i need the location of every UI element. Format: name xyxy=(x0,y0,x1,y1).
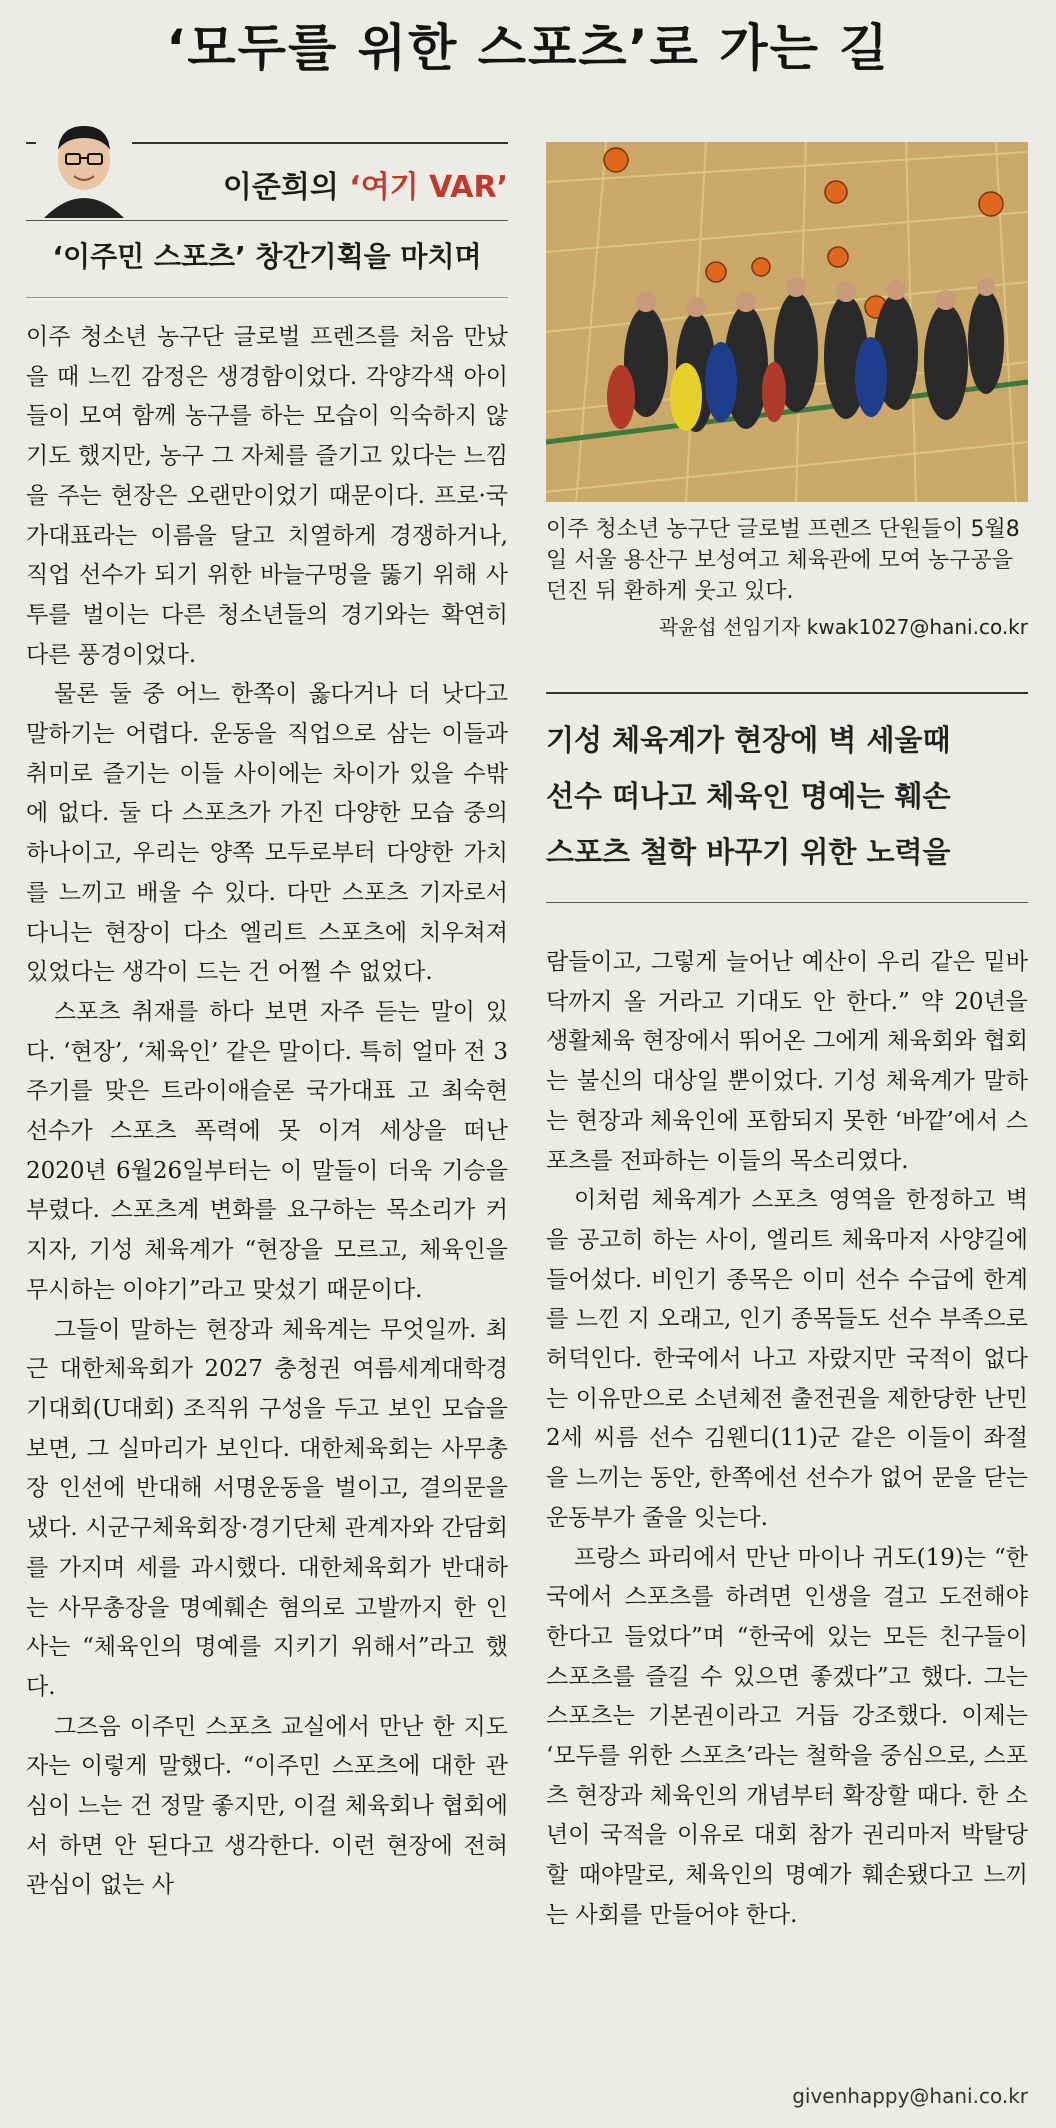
body-paragraph: 그즈음 이주민 스포츠 교실에서 만난 한 지도자는 이렇게 말했다. “이주민 스포츠에 대한 관심이 느는 건 정말 좋지만, 이걸 체육회나 협회에서 하면 안 된다고 생각한다. 이런 현장에 전혀 관심이 없는 사 xyxy=(26,1713,508,1899)
body-paragraph: 스포츠 취재를 하다 보면 자주 듣는 말이 있다. ‘현장’, ‘체육인’ 같은 말이다. 특히 얼마 전 3주기를 맞은 트라이애슬론 국가대표 고 최숙현 선수가 스포츠 폭력에 못 이겨 세상을 떠난 2020년 6월26일부터는 이 말들이 더욱 기승을 부렸다. 스포츠계 변화를 요구하는 목소리가 커지자, 기성 체육계가 “현장을 모르고, 체육인을 무시하는 이야기”라고 맞섰기 때문이다. xyxy=(26,998,508,1303)
photo-caption: 이주 청소년 농구단 글로벌 프렌즈 단원들이 5월8일 서울 용산구 보성여고 체육관에 모여 농구공을 던진 뒤 환하게 웃고 있다. xyxy=(546,517,1020,604)
body-paragraph: 이주 청소년 농구단 글로벌 프렌즈를 처음 만났을 때 느낀 감정은 생경함이었다. 각양각색 아이들이 모여 함께 농구를 하는 모습이 익숙하지 않기도 했지만, 농구 그 자체를 즐기고 있다는 느낌을 주는 현장은 오랜만이었기 때문이다. 프로·국가대표라는 이름을 달고 치열하게 경쟁하거나, 직업 선수가 되기 위한 바늘구멍을 뚫기 위해 사투를 벌이는 다른 청소년들의 경기와는 확연히 다른 풍경이었다. xyxy=(26,324,508,668)
byline-label xyxy=(223,162,508,206)
author-avatar xyxy=(36,108,132,218)
pull-quote xyxy=(546,692,1028,903)
body-paragraph: 이처럼 체육계가 스포츠 영역을 한정하고 벽을 공고히 하는 사이, 엘리트 체육마저 사양길에 들어섰다. 비인기 종목은 이미 선수 수급에 한계를 느낀 지 오래고, 인기 종목들도 선수 부족으로 허덕인다. 한국에서 나고 자랐지만 국적이 없다는 이유만으로 소년체전 출전권을 제한당한 난민 2세 씨름 선수 김웬디(11)군 같은 이들이 좌절을 느끼는 동안, 한쪽에선 선수가 없어 문을 닫는 운동부가 줄을 잇는다. xyxy=(546,1187,1028,1531)
pull-quote-line: 기성 체육계가 현장에 벽 세울때 xyxy=(546,723,951,757)
body-paragraph: 람들이고, 그렇게 늘어난 예산이 우리 같은 밑바닥까지 올 거라고 기대도 안 한다.” 약 20년을 생활체육 현장에서 뛰어온 그에게 체육회와 협회는 불신의 대상일 뿐이었다. 기성 체육계가 말하는 현장과 체육인에 포함되지 못한 ‘바깥’에서 스포츠를 전파하는 이들의 목소리였다. xyxy=(546,949,1028,1174)
left-column xyxy=(26,136,508,1906)
author-email: givenhappy@hani.co.kr xyxy=(792,2084,1028,2108)
body-paragraph: 물론 둘 중 어느 한쪽이 옳다거나 더 낫다고 말하기는 어렵다. 운동을 직업으로 삼는 이들과 취미로 즐기는 이들 사이에는 차이가 있을 수밖에 없다. 둘 다 스포츠가 가진 다양한 모습 중의 하나이고, 우리는 양쪽 모두로부터 다양한 가치를 느끼고 배울 수 있다. 다만 스포츠 기자로서 다니는 현장이 다소 엘리트 스포츠에 치우쳐져 있었다는 생각이 드는 건 어쩔 수 없었다. xyxy=(26,681,508,986)
right-body xyxy=(546,943,1028,1936)
author-name: 이준희의 xyxy=(222,170,339,205)
photo-credit: 곽윤섭 선임기자 kwak1027@hani.co.kr xyxy=(658,615,1028,639)
column-byline xyxy=(26,142,508,221)
body-paragraph: 그들이 말하는 현장과 체육계는 무엇일까. 최근 대한체육회가 2027 충청권 여름세계대학경기대회(U대회) 조직위 구성을 두고 보인 모습을 보면, 그 실마리가 보인다. 대한체육회는 사무총장 인선에 반대해 서명운동을 벌이고, 결의문을 냈다. 시군구체육회장·경기단체 관계자와 간담회를 가지며 세를 과시했다. 대한체육회가 반대하는 사무총장을 명예훼손 혐의로 고발까지 한 인사는 “체육인의 명예를 지키기 위해서”라고 했다. xyxy=(26,1316,508,1700)
team-photo xyxy=(546,142,1028,502)
subheadline: ‘이주민 스포츠’ 창간기획을 마치며 xyxy=(26,237,508,298)
pull-quote-line: 선수 떠나고 체육인 명예는 훼손 xyxy=(546,779,951,813)
basketball-team-photo-image xyxy=(546,142,1028,502)
column-title: ‘여기 VAR’ xyxy=(349,170,508,205)
pull-quote-line: 스포츠 철학 바꾸기 위한 노력을 xyxy=(546,835,951,869)
body-paragraph: 프랑스 파리에서 만난 마이나 귀도(19)는 “한국에서 스포츠를 하려면 인생을 걸고 도전해야 한다고 들었다”며 “한국에 있는 모든 친구들이 스포츠를 즐길 수 있으면 좋겠다”고 했다. 그는 스포츠는 기본권이라고 거듭 강조했다. 이제는 ‘모두를 위한 스포츠’라는 철학을 중심으로, 스포츠 현장과 체육인의 개념부터 확장할 때다. 한 소년이 국적을 이유로 대회 참가 권리마저 박탈당할 때야말로, 체육인의 명예가 훼손됐다고 느끼는 사회를 만들어야 한다. xyxy=(546,1544,1028,1928)
right-column xyxy=(546,136,1028,2108)
headline: ‘모두를 위한 스포츠’로 가는 길 xyxy=(166,19,890,77)
